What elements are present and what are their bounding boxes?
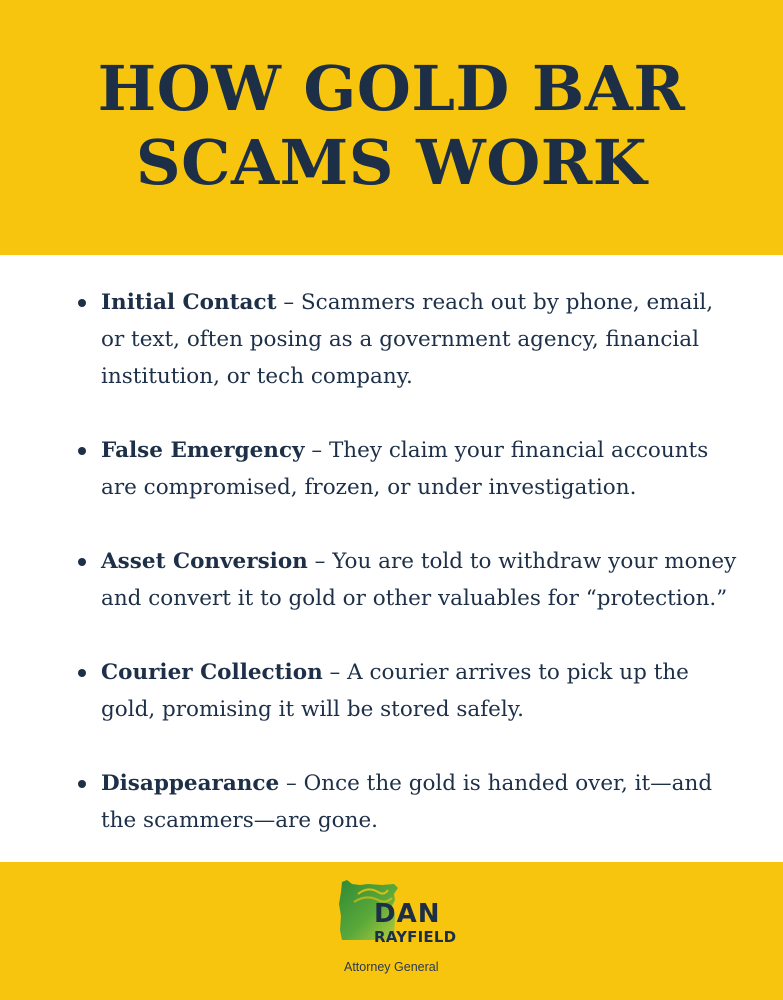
list-item	[0, 543, 783, 617]
bullet	[78, 447, 86, 455]
logo-wordmark	[374, 901, 456, 945]
steps-list	[0, 284, 783, 839]
step-lead: Disappearance	[101, 771, 280, 796]
logo-role: Attorney General	[344, 960, 439, 974]
list-item	[0, 654, 783, 728]
step-text: – Once the gold is handed over, it—and the scammers—are gone.	[101, 771, 713, 833]
footer-banner	[0, 862, 783, 1000]
list-item	[0, 432, 783, 506]
bullet	[78, 669, 86, 677]
step-lead: Initial Contact	[101, 290, 277, 315]
step-text: – A courier arrives to pick up the gold, promising it will be stored safely.	[101, 660, 689, 722]
attorney-general-logo	[338, 880, 457, 980]
step-lead: False Emergency	[101, 438, 305, 463]
list-item	[0, 765, 783, 839]
bullet	[78, 299, 86, 307]
page-title	[0, 52, 783, 200]
step-lead: Courier Collection	[101, 660, 323, 685]
logo-first-name: DAN	[374, 899, 441, 929]
list-item	[0, 284, 783, 395]
title-line-1: HOW GOLD BAR	[97, 52, 686, 125]
step-text: – Scammers reach out by phone, email, or text, often posing as a government agency, financial institution, or tech company.	[101, 290, 714, 389]
step-lead: Asset Conversion	[101, 549, 308, 574]
step-text: – You are told to withdraw your money and convert it to gold or other valuables for “protection.”	[101, 549, 737, 611]
logo-last-name: RAYFIELD	[374, 928, 457, 946]
title-line-2: SCAMS WORK	[135, 126, 648, 199]
bullet	[78, 780, 86, 788]
bullet	[78, 558, 86, 566]
step-text: – They claim your financial accounts are compromised, frozen, or under investigation.	[101, 438, 709, 500]
header-banner	[0, 0, 783, 255]
